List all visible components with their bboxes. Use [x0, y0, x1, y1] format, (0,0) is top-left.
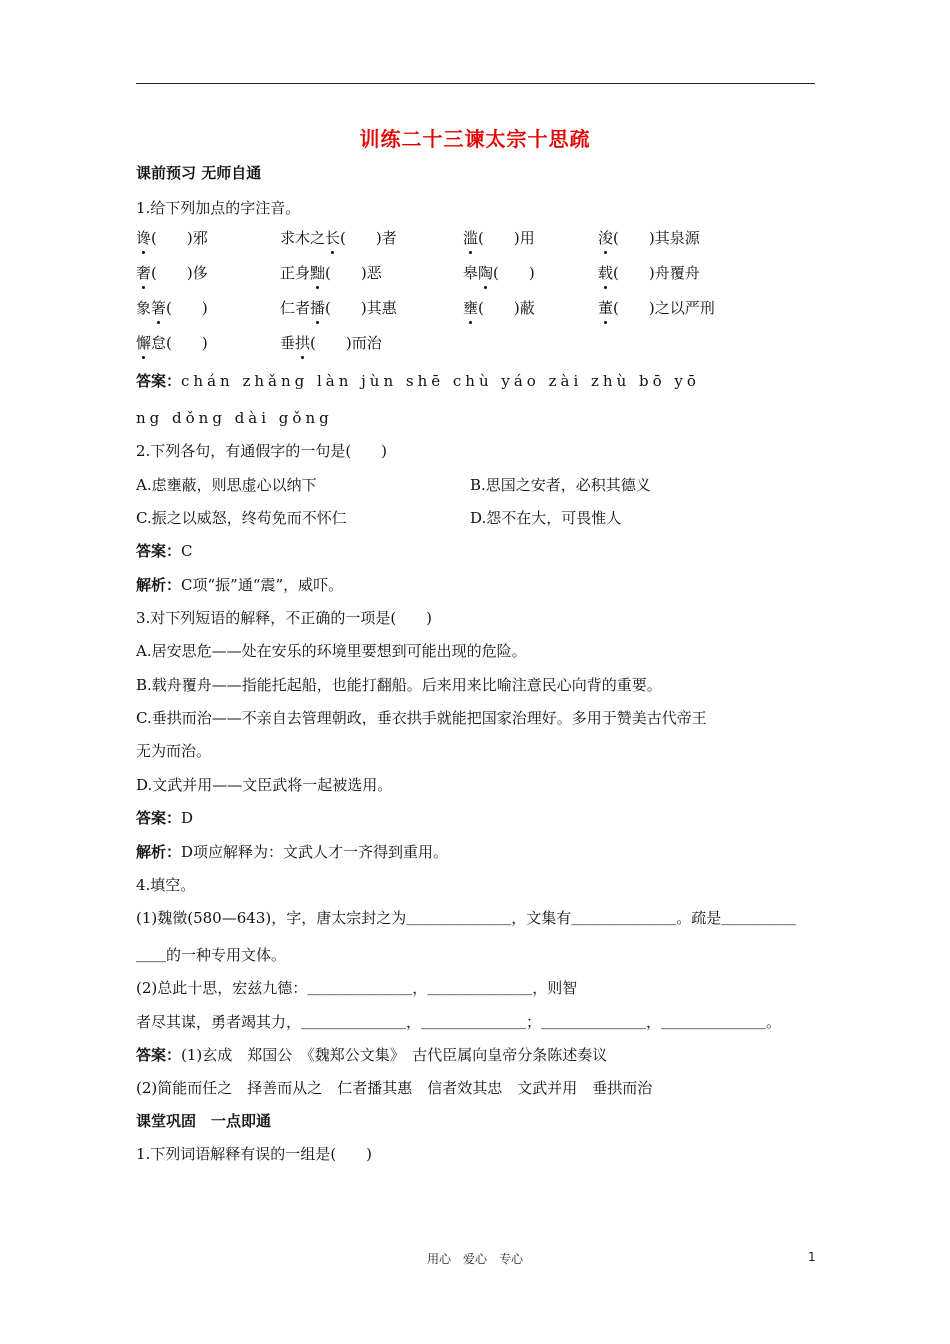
q4-part2: (2)总此十思，宏兹九德：＿＿＿＿＿＿＿，＿＿＿＿＿＿＿，则智	[136, 979, 578, 997]
q3-option-b: B.载舟覆舟——指能托起船，也能打翻船。后来用来比喻注意民心向背的重要。	[136, 676, 662, 694]
q4-answer: 答案：(1)玄成 郑国公 《魏郑公文集》 古代臣属向皇帝分条陈述奏议	[136, 1046, 608, 1064]
q2-answer: 答案：C	[136, 542, 193, 560]
page-number: 1	[808, 1250, 816, 1264]
q1-item: 载( )舟覆舟	[598, 264, 700, 282]
q1-item: 懈怠( )	[136, 334, 208, 352]
q2-option-d: D.怨不在大，可畏惟人	[470, 509, 622, 527]
q2-option-c: C.振之以威怒，终苟免而不怀仁	[136, 509, 347, 527]
q4-stem: 4.填空。	[136, 876, 196, 894]
q1-item: 奢( )侈	[136, 264, 208, 282]
q2-option-a: A.虑壅蔽，则思虚心以纳下	[136, 476, 317, 494]
q4-part2-cont: 者尽其谋，勇者竭其力，＿＿＿＿＿＿＿，＿＿＿＿＿＿＿；＿＿＿＿＿＿＿，＿＿＿＿＿＿＿。	[136, 1013, 782, 1031]
footer-motto: 用心 爱心 专心	[426, 1252, 523, 1266]
q3-option-d: D.文武并用——文臣武将一起被选用。	[136, 776, 393, 794]
q1-answer-cont: ng dǒng dài gǒng	[136, 409, 333, 427]
q1-item: 仁者播( )其惠	[280, 299, 397, 317]
q5-stem: 1.下列词语解释有误的一组是( )	[136, 1145, 373, 1163]
q2-stem: 2.下列各句，有通假字的一句是( )	[136, 442, 388, 460]
q1-stem: 1.给下列加点的字注音。	[136, 199, 301, 217]
q1-item: 浚( )其泉源	[598, 229, 700, 247]
section-heading-preview: 课前预习 无师自通	[136, 164, 262, 182]
q1-item: 滥( )用	[463, 229, 535, 247]
q1-answer: 答案：chán zhǎng làn jùn shē chù yáo zài zhù bō yō	[136, 372, 700, 390]
q3-option-c: C.垂拱而治——不亲自去管理朝政，垂衣拱手就能把国家治理好。多用于赞美古代帝王	[136, 709, 707, 727]
header-rule	[136, 83, 815, 84]
q2-analysis: 解析：C项“振”通“震”，威吓。	[136, 576, 344, 594]
q3-option-a: A.居安思危——处在安乐的环境里要想到可能出现的危险。	[136, 642, 527, 660]
q1-item: 壅( )蔽	[463, 299, 535, 317]
q1-item: 皋陶( )	[463, 264, 535, 282]
q1-item: 正身黜( )恶	[280, 264, 382, 282]
q4-part1-cont: ＿＿的一种专用文体。	[136, 946, 287, 964]
q1-item: 象箸( )	[136, 299, 208, 317]
q3-stem: 3.对下列短语的解释，不正确的一项是( )	[136, 609, 433, 627]
q4-part1: (1)魏徵(580—643)，字，唐太宗封之为＿＿＿＿＿＿＿，文集有＿＿＿＿＿＿＿。疏是＿＿＿＿＿	[136, 909, 797, 927]
section-heading-classroom: 课堂巩固 一点即通	[136, 1112, 272, 1130]
q1-item: 垂拱( )而治	[280, 334, 382, 352]
q4-answer-cont: (2)简能而任之 择善而从之 仁者播其惠 信者效其忠 文武并用 垂拱而治	[136, 1079, 653, 1097]
q3-answer: 答案：D	[136, 809, 194, 827]
q3-analysis: 解析：D项应解释为：文武人才一齐得到重用。	[136, 843, 449, 861]
q2-option-b: B.思国之安者，必积其德义	[470, 476, 651, 494]
q1-item: 董( )之以严刑	[598, 299, 715, 317]
page-title: 训练二十三谏太宗十思疏	[359, 127, 591, 151]
q1-item: 谗( )邪	[136, 229, 208, 247]
q1-item: 求木之长( )者	[280, 229, 397, 247]
q3-option-c-cont: 无为而治。	[136, 742, 212, 760]
